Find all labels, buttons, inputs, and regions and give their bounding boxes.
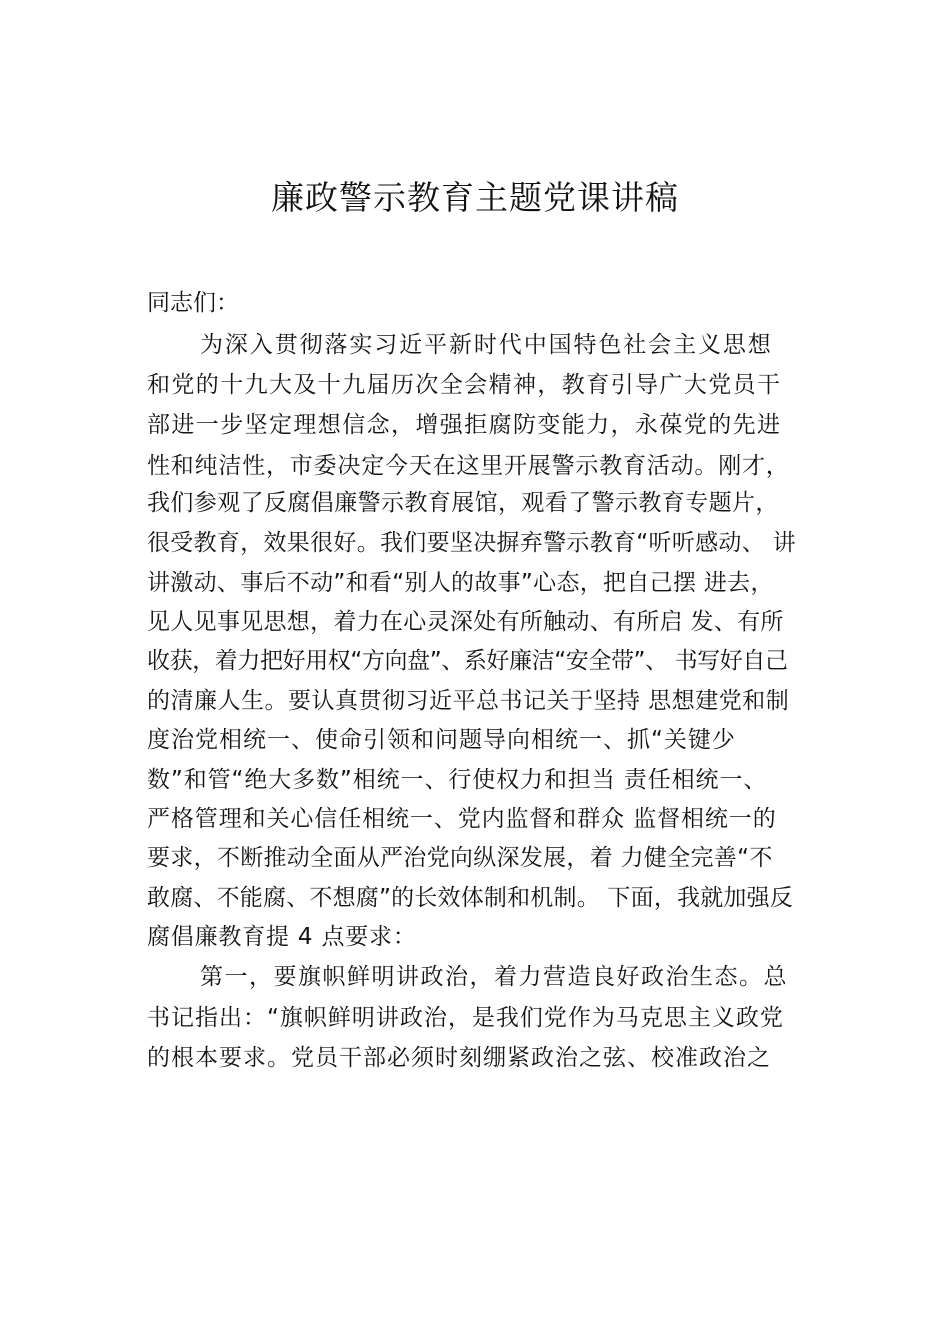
paragraph-line: 性和纯洁性，市委决定今天在这里开展警示教育活动。刚才， (147, 453, 790, 479)
salutation: 同志们： (147, 290, 239, 316)
paragraph-line: 我们参观了反腐倡廉警示教育展馆，观看了警示教育专题片， (147, 490, 779, 516)
paragraph-line: 讲激动、事后不动”和看“别人的故事”心态，把自己摆 进去， (147, 570, 774, 596)
paragraph-line: 敢腐、不能腐、不想腐”的长效体制和机制。 下面，我就加强反 (147, 885, 794, 911)
paragraph-line: 见人见事见思想，着力在心灵深处有所触动、有所启 发、有所 (147, 609, 784, 635)
paragraph-line: 要求，不断推动全面从严治党向纵深发展，着 力健全完善“不 (147, 845, 773, 871)
paragraph-line: 度治党相统一、使命引领和问题导向相统一、抓“关键少 (147, 727, 736, 753)
paragraph-line: 数”和管“绝大多数”相统一、行使权力和担当 责任相统一、 (147, 767, 768, 793)
paragraph-line: 书记指出：“旗帜鲜明讲政治，是我们党作为马克思主义政党 (147, 1005, 784, 1031)
paragraph-line: 的根本要求。党员干部必须时刻绷紧政治之弦、校准政治之 (147, 1045, 771, 1071)
document-title: 廉政警示教育主题党课讲稿 (271, 178, 679, 217)
paragraph-line: 和党的十九大及十九届历次全会精神，教育引导广大党员干 (147, 372, 782, 398)
paragraph-line: 严格管理和关心信任相统一、党内监督和群众 监督相统一的 (147, 806, 777, 832)
paragraph-line: 为深入贯彻落实习近平新时代中国特色社会主义思想 (200, 332, 773, 358)
paragraph-line: 第一，要旗帜鲜明讲政治，着力营造良好政治生态。总 (200, 964, 788, 990)
paragraph-line: 腐倡廉教育提 4 点要求： (147, 924, 417, 950)
paragraph-line: 很受教育，效果很好。我们要坚决摒弃警示教育“听听感动、 讲 (147, 530, 796, 556)
paragraph-line: 的清廉人生。要认真贯彻习近平总书记关于坚持 思想建党和制 (147, 688, 790, 714)
paragraph-line: 部进一步坚定理想信念，增强拒腐防变能力，永葆党的先进 (147, 412, 782, 438)
paragraph-line: 收获，着力把好用权“方向盘”、系好廉洁“安全带”、 书写好自己 (147, 648, 788, 674)
